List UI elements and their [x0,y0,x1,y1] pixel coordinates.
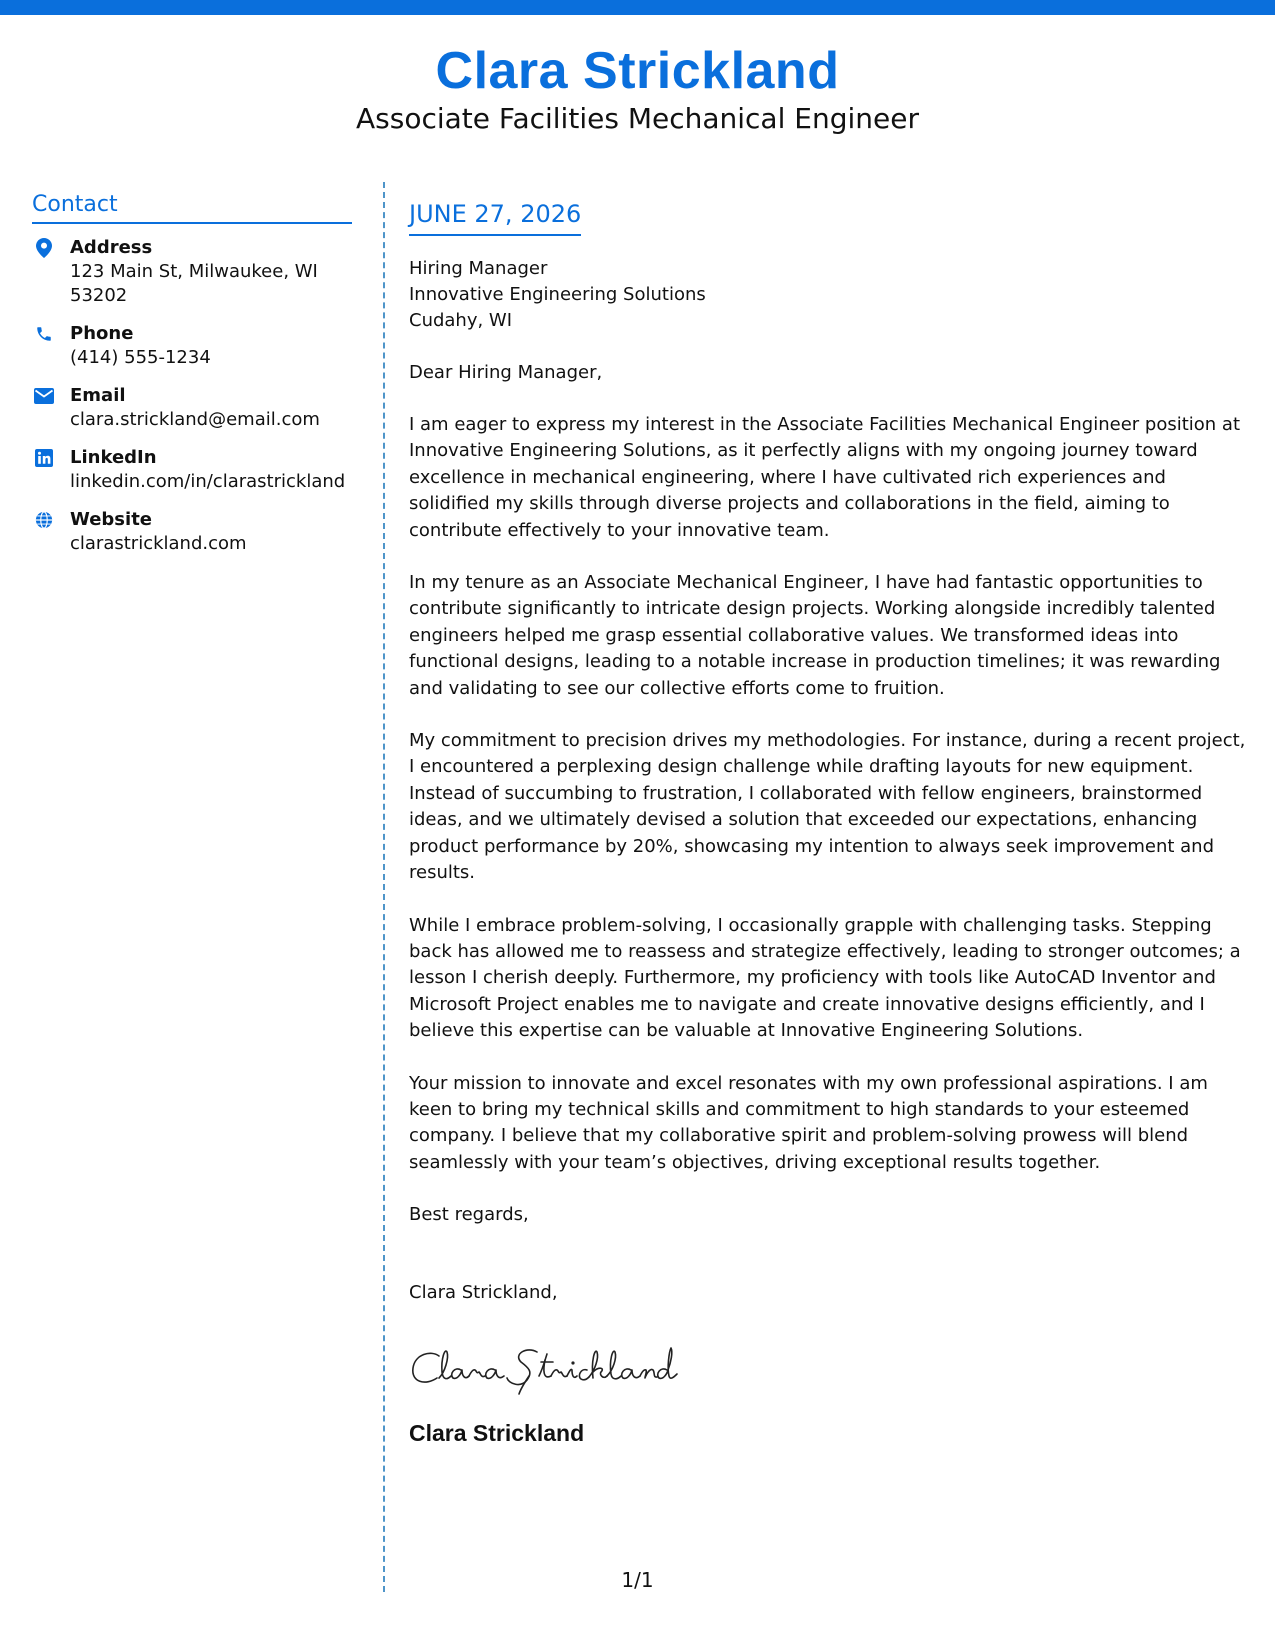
contact-label: Website [70,509,153,530]
column-divider [383,182,385,1592]
recipient-block [409,256,1249,334]
contact-item-linkedin [32,446,352,494]
contact-value: (414) 555-1234 [70,347,211,368]
contact-item-address [32,236,352,308]
phone-icon [34,324,54,344]
contact-value: clarastrickland.com [70,533,247,554]
contact-list [32,236,352,556]
letter-date: JUNE 27, 2026 [409,198,581,236]
recipient-line: Hiring Manager [409,258,548,279]
top-accent-bar [0,0,1275,15]
job-title: Associate Facilities Mechanical Engineer [356,102,919,135]
envelope-icon [34,386,54,406]
contact-label: Email [70,385,126,406]
closing: Best regards, [409,1204,529,1226]
page-number: 1/1 [621,1568,654,1592]
recipient-line: Cudahy, WI [409,310,513,331]
letter-paragraph: Your mission to innovate and excel resonates with my own professional aspirations. I am keen to bring my technical skills and commitment to high standards to your esteemed company. I believe that my collaborative spirit and problem-solving prowess will blend seamlessly with your team’s objectives, driving exceptional results together. [409,1072,1208,1173]
salutation: Dear Hiring Manager, [409,362,603,383]
contact-sidebar [32,190,352,570]
recipient-line: Innovative Engineering Solutions [409,284,706,305]
contact-label: LinkedIn [70,447,157,468]
printed-name: Clara Strickland [409,1420,585,1447]
contact-label: Address [70,237,153,258]
contact-item-website [32,508,352,556]
contact-item-email [32,384,352,432]
letter-body [409,198,1249,1448]
applicant-name: Clara Strickland [435,42,840,100]
contact-value: 123 Main St, Milwaukee, WI 53202 [70,261,318,306]
sign-off-name: Clara Strickland, [409,1282,558,1304]
letter-paragraph: I am eager to express my interest in the Associate Facilities Mechanical Engineer position at Innovative Engineering Solutions, as it perfectly aligns with my ongoing journey toward excellence in mechanical engineering, where I have cultivated rich experiences and solidified my skills through diverse projects and collaborations in the field, aiming to contribute effectively to your innovative team. [409,414,1241,541]
contact-label: Phone [70,323,134,344]
contact-item-phone [32,322,352,370]
letter-paragraph: In my tenure as an Associate Mechanical Engineer, I have had fantastic opportunities to contribute significantly to intricate design projects. Working alongside incredibly talented engineers helped me grasp essential collaborative values. We transformed ideas into functional designs, leading to a notable increase in production timelines; it was rewarding and validating to see our collective efforts come to fruition. [409,572,1221,699]
handwritten-signature [409,1338,709,1398]
linkedin-icon [34,448,54,468]
contact-heading: Contact [32,190,352,224]
contact-value: clara.strickland@email.com [70,409,320,430]
letter-paragraph: My commitment to precision drives my methodologies. For instance, during a recent project, I encountered a perplexing design challenge while drafting layouts for new equipment. Instead of succumbing to frustration, I collaborated with fellow engineers, brainstormed ideas, and we ultimately devised a solution that exceeded our expectations, enhancing product performance by 20%, showcasing my intention to always seek improvement and results. [409,730,1246,884]
letter-paragraph: While I embrace problem-solving, I occasionally grapple with challenging tasks. Stepping back has allowed me to reassess and strategize effectively, leading to stronger outcomes; a lesson I cherish deeply. Furthermore, my proficiency with tools like AutoCAD Inventor and Microsoft Project enables me to navigate and create innovative designs efficiently, and I believe this expertise can be valuable at Innovative Engineering Solutions. [409,914,1241,1042]
map-pin-icon [34,238,54,258]
contact-value: linkedin.com/in/clarastrickland [70,471,346,492]
globe-icon [34,510,54,530]
header [0,40,1275,136]
